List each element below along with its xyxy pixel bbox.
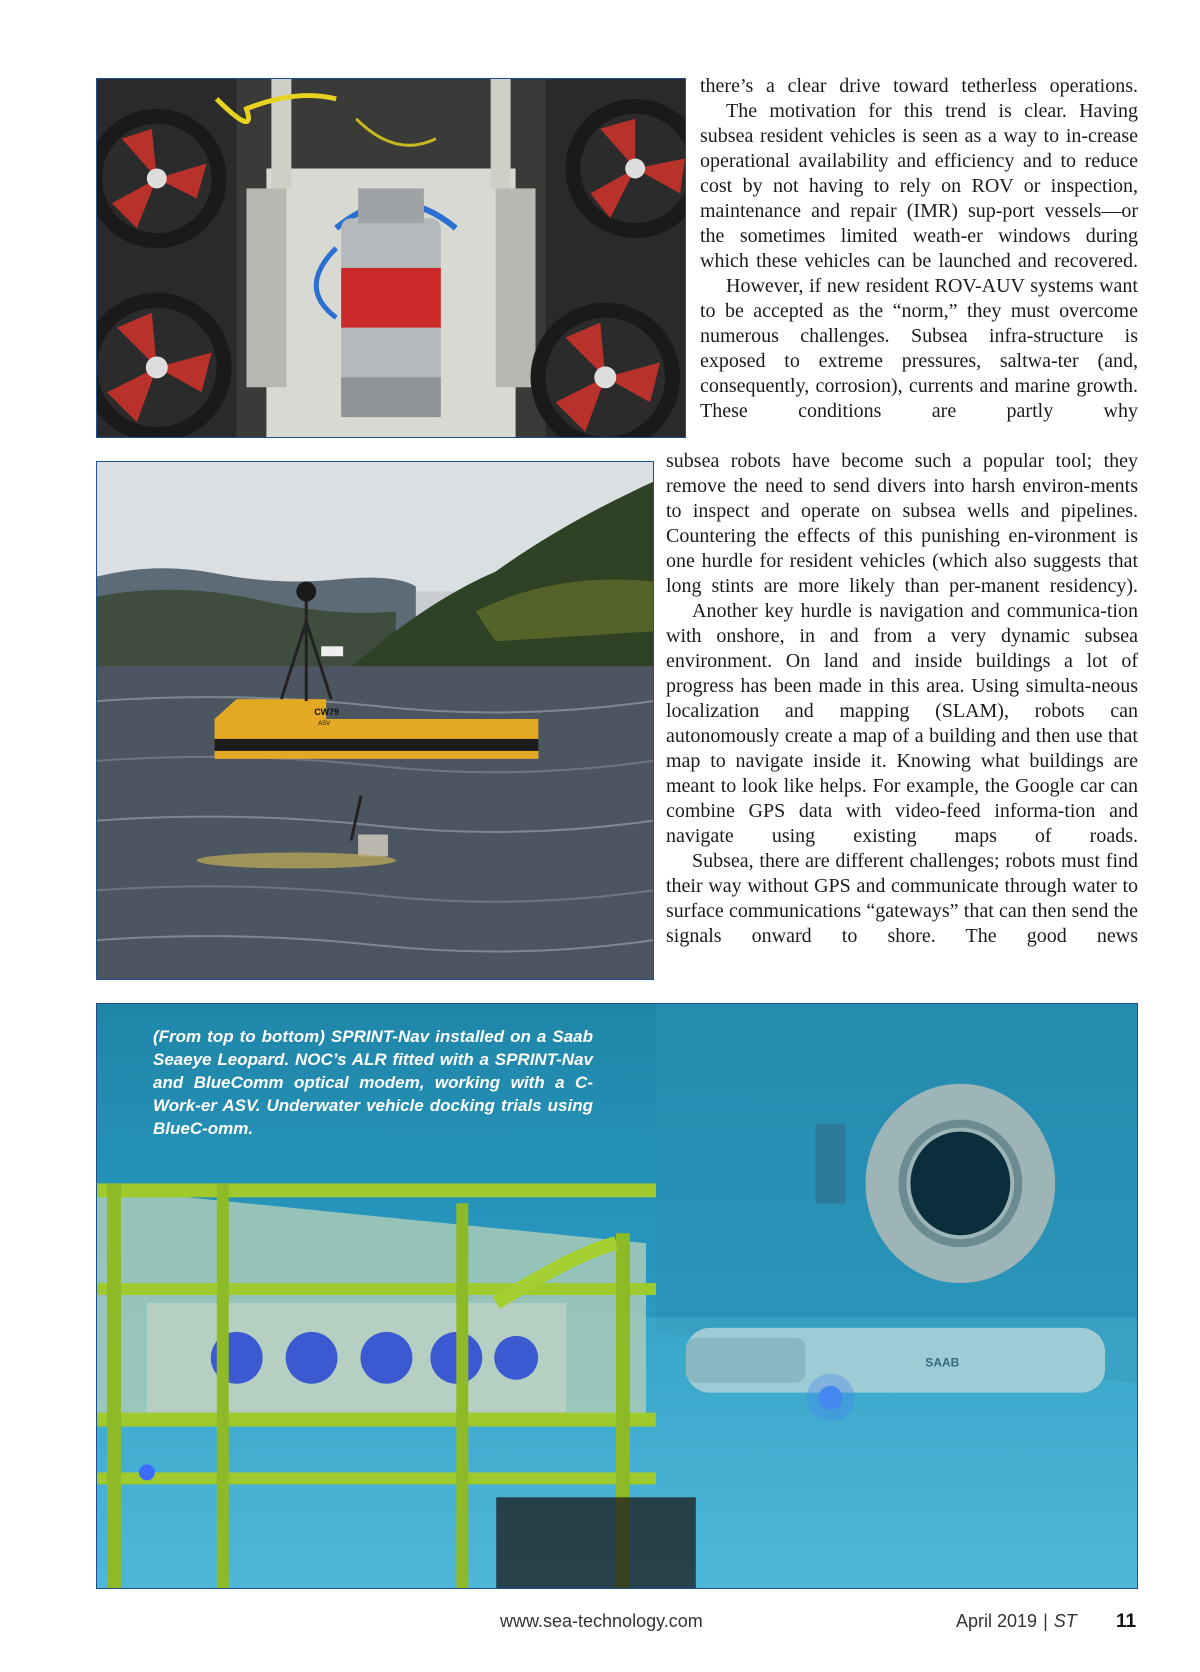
article-paragraph: Subsea, there are different challenges; robots must find their way without GPS and communicate through water to surface communications “gateways” that can then send the signals onward to shore. The good news	[666, 850, 1138, 947]
article-paragraph: However, if new resident ROV-AUV systems want to be accepted as the “norm,” they must overcome numerous challenges. Subsea infra-structure is exposed to extreme pressures, saltwa-ter (and, consequently, corrosion), currents and marine growth. These conditions are partly why	[700, 275, 1138, 422]
footer-url[interactable]: www.sea-technology.com	[500, 1611, 703, 1631]
asv-illustration	[97, 462, 653, 979]
photo-asv-lake	[96, 461, 654, 980]
article-paragraph: subsea robots have become such a popular tool; they remove the need to send divers into harsh environ-ments to inspect and operate on subsea wells and pipelines. Countering the effects of this punishing en-vironment is one hurdle for resident vehicles (which also suggests that long stints are more likely than per-manent residency).	[666, 450, 1138, 597]
asv-sub-label: ASV	[318, 720, 331, 727]
page-number: 11	[1116, 1611, 1137, 1632]
photo-rov-sprint-nav	[96, 78, 686, 438]
photo-caption: (From top to bottom) SPRINT-Nav installed on a Saab Seaeye Leopard. NOC’s ALR fitted with a SPRINT-Nav and BlueComm optical modem, working with a C-Work-er ASV. Underwater vehicle docking trials using BlueC-omm.	[153, 1027, 593, 1138]
issue-date: April 2019	[956, 1611, 1038, 1631]
footer-issue	[956, 1611, 1077, 1632]
dock-vehicle-label: SAAB	[925, 1355, 960, 1370]
footer-separator: |	[1043, 1611, 1048, 1631]
asv-hull-label: CW79	[314, 707, 340, 718]
magazine-abbrev: ST	[1053, 1611, 1077, 1631]
article-paragraph: The motivation for this trend is clear. Having subsea resident vehicles is seen as a way to in-crease operational availability and efficiency and to reduce cost by not having to rely on ROV or inspection, maintenance and repair (IMR) sup-port vessels—or the sometimes limited weath-er windows during which these vehicles can be launched and recovered.	[700, 100, 1138, 272]
article-column-top	[700, 74, 1138, 424]
article-column-bottom	[666, 449, 1138, 949]
rov-illustration	[97, 79, 685, 437]
article-paragraph: Another key hurdle is navigation and communica-tion with onshore, in and from a very dynamic subsea environment. On land and inside buildings a lot of progress has been made in this area. Using simulta-neous localization and mapping (SLAM), robots can autonomously create a map of a building and then use that map to navigate inside it. Knowing what buildings are meant to look like helps. For example, the Google car can combine GPS data with video-feed informa-tion and navigate using existing maps of roads.	[666, 600, 1138, 847]
article-paragraph: there’s a clear drive toward tetherless operations.	[700, 75, 1138, 97]
